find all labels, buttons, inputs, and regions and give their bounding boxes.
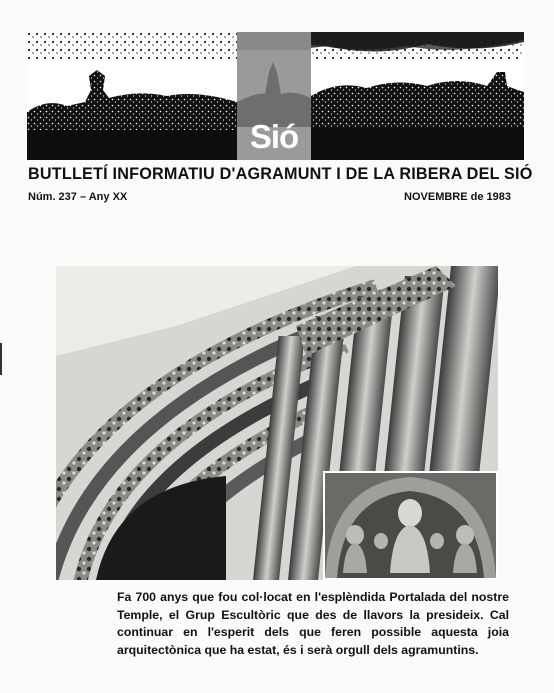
castle-icon <box>237 32 311 127</box>
tympanum-inset-photo <box>323 471 498 580</box>
sculpture-group-icon <box>325 473 496 578</box>
issue-number: Núm. 237 – Any XX <box>28 191 128 203</box>
scan-edge-mark <box>0 343 2 375</box>
masthead-banner <box>27 32 524 160</box>
logo-box <box>237 32 311 160</box>
issue-date: NOVEMBRE de 1983 <box>404 191 511 203</box>
logo-wordmark: Sió <box>249 118 299 155</box>
cover-photo <box>56 266 498 580</box>
cover-caption: Fa 700 anys que fou col·locat en l'esplèndida Portalada del nostre Temple, el Grup Escultòric que des de llavors la presideix. Cal continuar en l'esperit dels que feren possible aquesta joia arquitectònica que ha estat, és i serà orgull dels agramuntins. <box>117 590 509 657</box>
publication-title: BUTLLETÍ INFORMATIU D'AGRAMUNT I DE LA RIBERA DEL SIÓ <box>28 165 533 183</box>
